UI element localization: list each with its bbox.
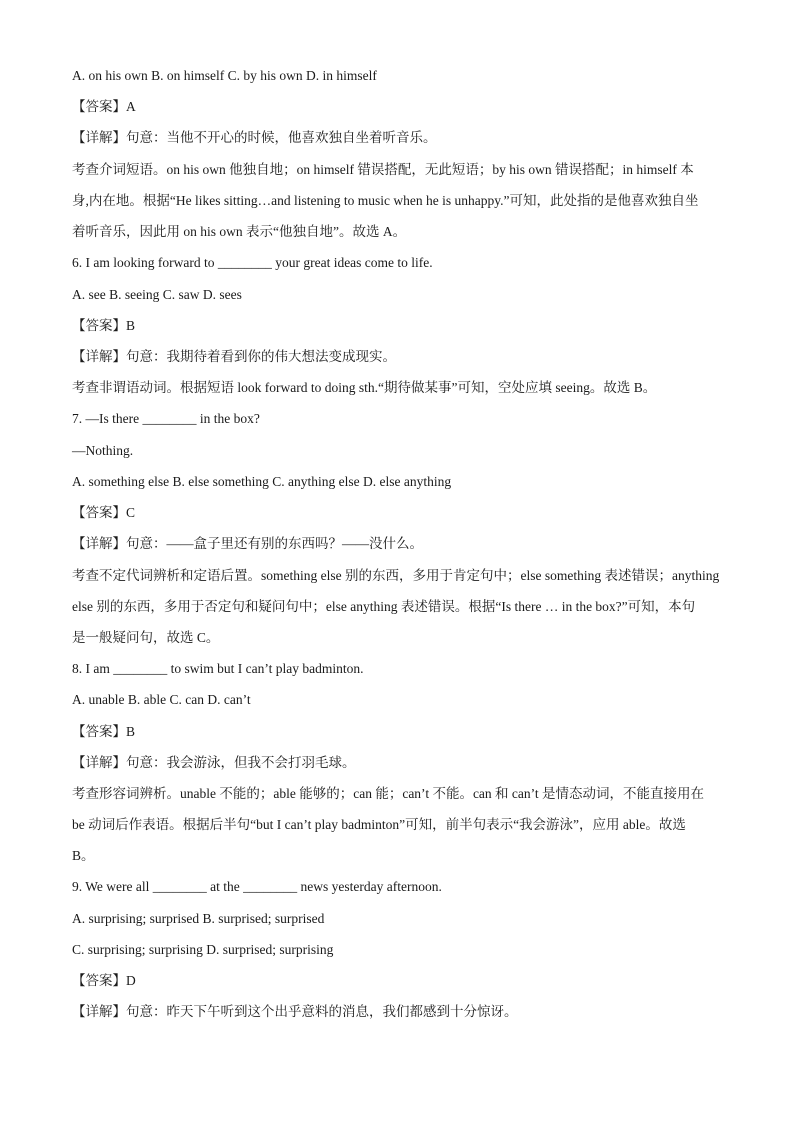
- q8-stem: 8. I am ________ to swim but I can’t play badminton.: [72, 661, 364, 676]
- q8-explanation-line: be 动词后作表语。根据后半句“but I can’t play badminton”可知，前半句表示“我会游泳”，应用 able。故选: [72, 817, 686, 832]
- q8-options: A. unable B. able C. can D. can’t: [72, 692, 251, 707]
- q6-explanation-meaning: 【详解】句意：我期待着看到你的伟大想法变成现实。: [72, 349, 396, 364]
- q7-options: A. something else B. else something C. anything else D. else anything: [72, 474, 452, 489]
- q5-explanation-line: 身,内在地。根据“He likes sitting…and listening to music when he is unhappy.”可知，此处指的是他喜欢独自坐: [72, 193, 699, 208]
- q7-explanation-line: else 别的东西，多用于否定句和疑问句中；else anything 表述错误。根据“Is there … in the box?”可知，本句: [72, 599, 696, 614]
- q5-explanation-line: 着听音乐，因此用 on his own 表示“他独自地”。故选 A。: [72, 224, 407, 239]
- q8-answer: 【答案】B: [72, 724, 136, 739]
- q6-explanation-line: 考查非谓语动词。根据短语 look forward to doing sth.“期待做某事”可知，空处应填 seeing。故选 B。: [72, 380, 657, 395]
- q7-stem: 7. —Is there ________ in the box?: [72, 411, 260, 426]
- q9-explanation-meaning: 【详解】句意：昨天下午听到这个出乎意料的消息，我们都感到十分惊讶。: [72, 1004, 518, 1019]
- q9-options: C. surprising; surprising D. surprised; surprising: [72, 942, 334, 957]
- q6-options: A. see B. seeing C. saw D. sees: [72, 287, 242, 302]
- q9-options: A. surprising; surprised B. surprised; surprised: [72, 911, 325, 926]
- q9-answer: 【答案】D: [72, 973, 136, 988]
- q7-stem-response: —Nothing.: [72, 443, 134, 458]
- q5-explanation-line: 考查介词短语。on his own 他独自地；on himself 错误搭配，无此短语；by his own 错误搭配；in himself 本: [72, 162, 694, 177]
- q9-stem: 9. We were all ________ at the ________ news yesterday afternoon.: [72, 879, 442, 894]
- q7-explanation-line: 是一般疑问句，故选 C。: [72, 630, 220, 645]
- q5-explanation-meaning: 【详解】句意：当他不开心的时候，他喜欢独自坐着听音乐。: [72, 130, 437, 145]
- q7-explanation-line: 考查不定代词辨析和定语后置。something else 别的东西，多用于肯定句中；else something 表述错误；anything: [72, 568, 720, 583]
- q8-explanation-line: 考查形容词辨析。unable 不能的；able 能够的；can 能；can’t 不能。can 和 can’t 是情态动词，不能直接用在: [72, 786, 705, 801]
- q6-stem: 6. I am looking forward to ________ your great ideas come to life.: [72, 255, 433, 270]
- q7-answer: 【答案】C: [72, 505, 136, 520]
- q8-explanation-meaning: 【详解】句意：我会游泳，但我不会打羽毛球。: [72, 755, 356, 770]
- q5-answer: 【答案】A: [72, 99, 136, 114]
- q6-answer: 【答案】B: [72, 318, 136, 333]
- q5-options: A. on his own B. on himself C. by his own D. in himself: [72, 68, 377, 83]
- q7-explanation-meaning: 【详解】句意：——盒子里还有别的东西吗？——没什么。: [72, 536, 423, 551]
- q8-explanation-line: B。: [72, 848, 95, 863]
